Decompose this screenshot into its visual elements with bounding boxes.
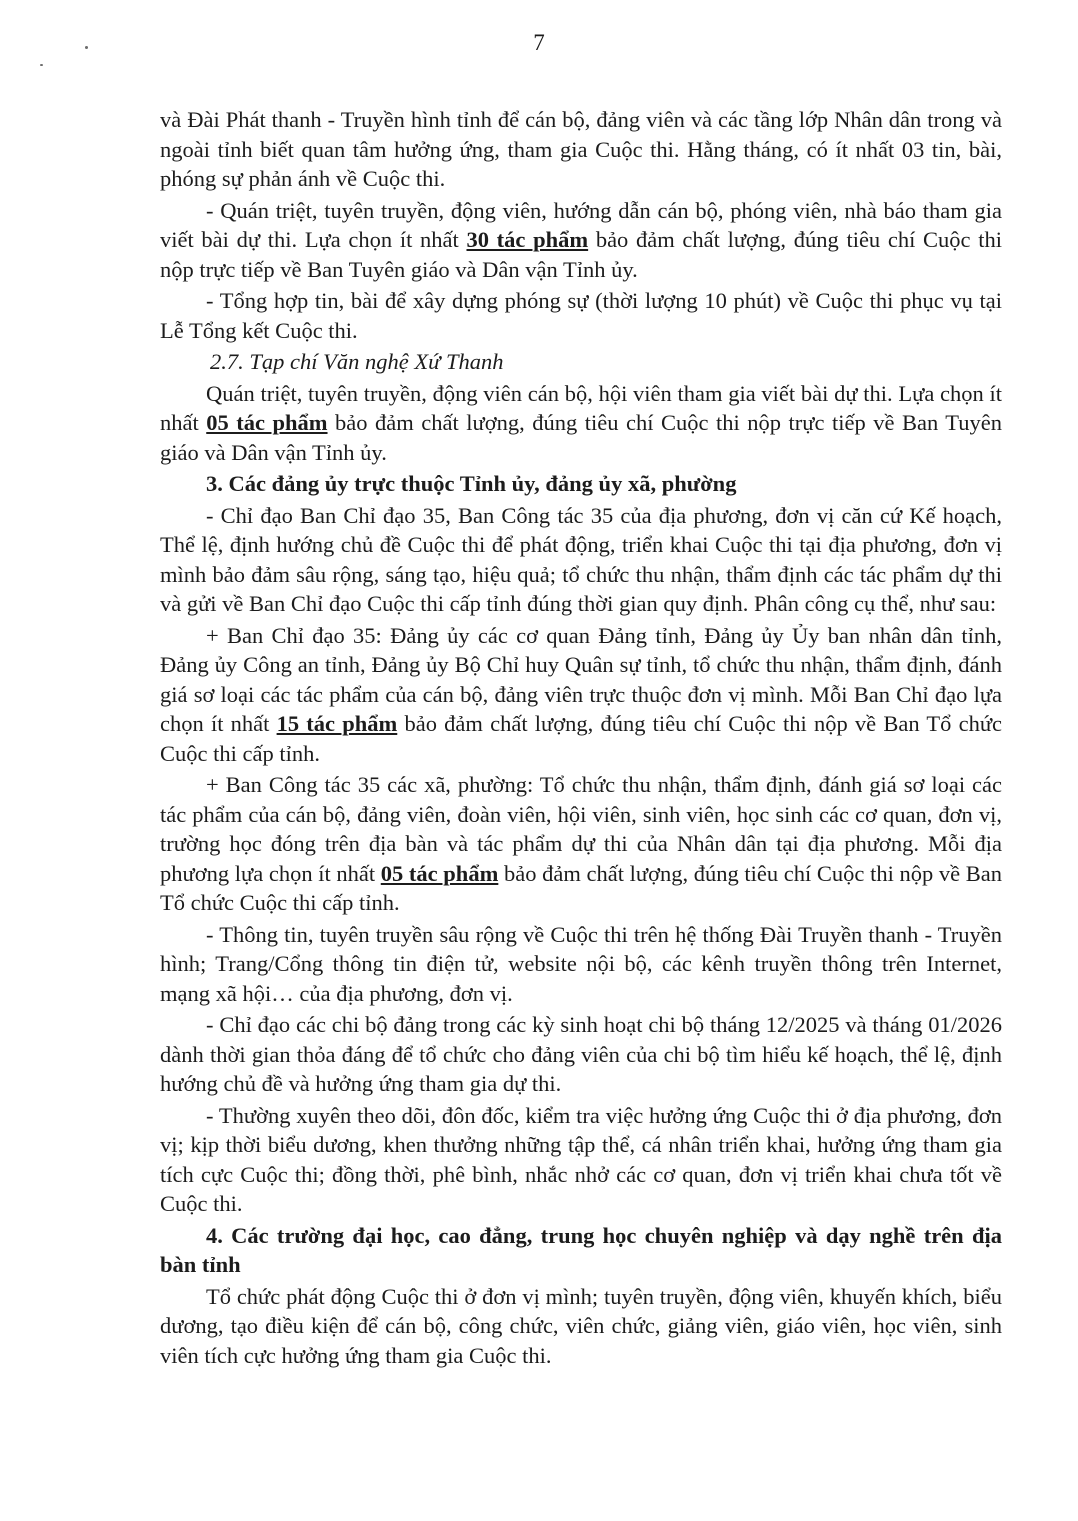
text-segment: Quán triệt, tuyên truyền, động viên cán bộ, hội viên tham gia viết bài dự thi. Lựa chọn ít nhất bbox=[160, 380, 1002, 435]
paragraph bbox=[160, 1282, 1002, 1371]
paragraph bbox=[160, 196, 1002, 285]
paragraph bbox=[160, 621, 1002, 769]
scan-speck bbox=[85, 46, 88, 49]
scan-speck bbox=[40, 64, 43, 66]
text-segment: bảo đảm chất lượng, đúng tiêu chí Cuộc thi nộp trực tiếp về Ban Tuyên giáo và Dân vận Tỉnh ủy. bbox=[160, 410, 1002, 465]
text-segment: - Quán triệt, tuyên truyền, động viên, hướng dẫn cán bộ, phóng viên, nhà báo tham gia viết bài dự thi. Lựa chọn ít nhất bbox=[160, 197, 1002, 252]
highlighted-quota: 05 tác phẩm bbox=[206, 410, 328, 435]
text-segment: và Đài Phát thanh - Truyền hình tỉnh để cán bộ, đảng viên và các tầng lớp Nhân dân trong và ngoài tỉnh biết quan tâm hưởng ứng, tham gia Cuộc thi. Hằng tháng, có ít nhất 03 tin, bài, phóng sự phản ánh về Cuộc thi. bbox=[160, 107, 1002, 191]
paragraph bbox=[160, 379, 1002, 468]
section-heading bbox=[160, 1221, 1002, 1280]
highlighted-quota: 30 tác phẩm bbox=[466, 227, 589, 252]
text-segment: + Ban Công tác 35 các xã, phường: Tổ chức thu nhận, thẩm định, đánh giá sơ loại các tác phẩm của cán bộ, đảng viên, đoàn viên, hội viên, sinh viên, học sinh các cơ quan, đơn vị, trường học đóng trên địa bàn và tác phẩm dự thi của Nhân dân tại địa phương. Mỗi địa phương lựa chọn ít nhất bbox=[160, 772, 1002, 886]
text-segment: + Ban Chỉ đạo 35: Đảng ủy các cơ quan Đảng tỉnh, Đảng ủy Ủy ban nhân dân tỉnh, Đảng ủy Công an tỉnh, Đảng ủy Bộ Chỉ huy Quân sự tỉnh, tổ chức thu nhận, thẩm định, đánh giá sơ loại các tác phẩm của cán bộ, đảng viên trực thuộc đơn vị mình. Mỗi Ban Chỉ đạo lựa chọn ít nhất bbox=[160, 622, 1002, 736]
text-segment: - Tổng hợp tin, bài để xây dựng phóng sự (thời lượng 10 phút) về Cuộc thi phục vụ tại Lễ Tổng kết Cuộc thi. bbox=[160, 288, 1002, 343]
text-segment: 2.7. Tạp chí Văn nghệ Xứ Thanh bbox=[210, 349, 504, 374]
highlighted-quota: 05 tác phẩm bbox=[380, 860, 499, 886]
text-segment: - Chỉ đạo các chi bộ đảng trong các kỳ sinh hoạt chi bộ tháng 12/2025 và tháng 01/2026 dành thời gian thỏa đáng để tổ chức cho đảng viên của chi bộ tìm hiểu kế hoạch, thể lệ, định hướng chủ đề và hưởng ứng tham gia dự thi. bbox=[160, 1012, 1002, 1096]
text-segment: - Thường xuyên theo dõi, đôn đốc, kiểm tra việc hưởng ứng Cuộc thi ở địa phương, đơn vị; kịp thời biểu dương, khen thưởng những tập thể, cá nhân triển khai, hưởng ứng tham gia tích cực Cuộc thi; đồng thời, phê bình, nhắc nhở các cơ quan, đơn vị triển khai chưa tốt về Cuộc thi. bbox=[160, 1102, 1002, 1216]
section-heading bbox=[160, 469, 1002, 499]
text-segment: 4. Các trường đại học, cao đẳng, trung học chuyên nghiệp và dạy nghề trên địa bàn tỉnh bbox=[160, 1222, 1002, 1277]
page-number: 7 bbox=[533, 30, 545, 55]
text-segment: 3. Các đảng ủy trực thuộc Tỉnh ủy, đảng ủy xã, phường bbox=[206, 471, 737, 496]
paragraph bbox=[160, 920, 1002, 1009]
paragraph bbox=[160, 1010, 1002, 1099]
paragraph bbox=[160, 286, 1002, 345]
text-segment: Tổ chức phát động Cuộc thi ở đơn vị mình; tuyên truyền, động viên, khuyến khích, biểu dương, tạo điều kiện để cán bộ, công chức, viên chức, giảng viên, giáo viên, học viên, sinh viên tích cực hưởng ứng tham gia Cuộc thi. bbox=[160, 1283, 1002, 1368]
text-segment: - Thông tin, tuyên truyền sâu rộng về Cuộc thi trên hệ thống Đài Truyền thanh - Truyền hình; Trang/Cổng thông tin điện tử, website nội bộ, các kênh truyền thông trên Internet, mạng xã hội… của địa phương, đơn vị. bbox=[160, 921, 1002, 1006]
paragraph-continuation bbox=[160, 105, 1002, 194]
text-segment: bảo đảm chất lượng, đúng tiêu chí Cuộc thi nộp về Ban Tổ chức Cuộc thi cấp tỉnh. bbox=[160, 860, 1003, 915]
paragraph bbox=[160, 501, 1002, 619]
paragraph bbox=[160, 770, 1002, 918]
text-segment: bảo đảm chất lượng, đúng tiêu chí Cuộc thi nộp trực tiếp về Ban Tuyên giáo và Dân vận Tỉnh ủy. bbox=[160, 227, 1002, 282]
text-segment: bảo đảm chất lượng, đúng tiêu chí Cuộc thi nộp về Ban Tổ chức Cuộc thi cấp tỉnh. bbox=[160, 711, 1002, 766]
subsection-heading bbox=[160, 347, 1002, 377]
text-segment: - Chỉ đạo Ban Chỉ đạo 35, Ban Công tác 35 của địa phương, đơn vị căn cứ Kế hoạch, Thể lệ, định hướng chủ đề Cuộc thi để phát động, triển khai Cuộc thi tại địa phương, đơn vị mình bảo đảm sâu rộng, sáng tạo, hiệu quả; tổ chức thu nhận, thẩm định các tác phẩm dự thi và gửi về Ban Chỉ đạo Cuộc thi cấp tỉnh đúng thời gian quy định. Phân công cụ thể, như sau: bbox=[160, 502, 1002, 616]
paragraph bbox=[160, 1101, 1002, 1219]
highlighted-quota: 15 tác phẩm bbox=[276, 711, 398, 736]
document-body bbox=[160, 105, 1002, 1372]
